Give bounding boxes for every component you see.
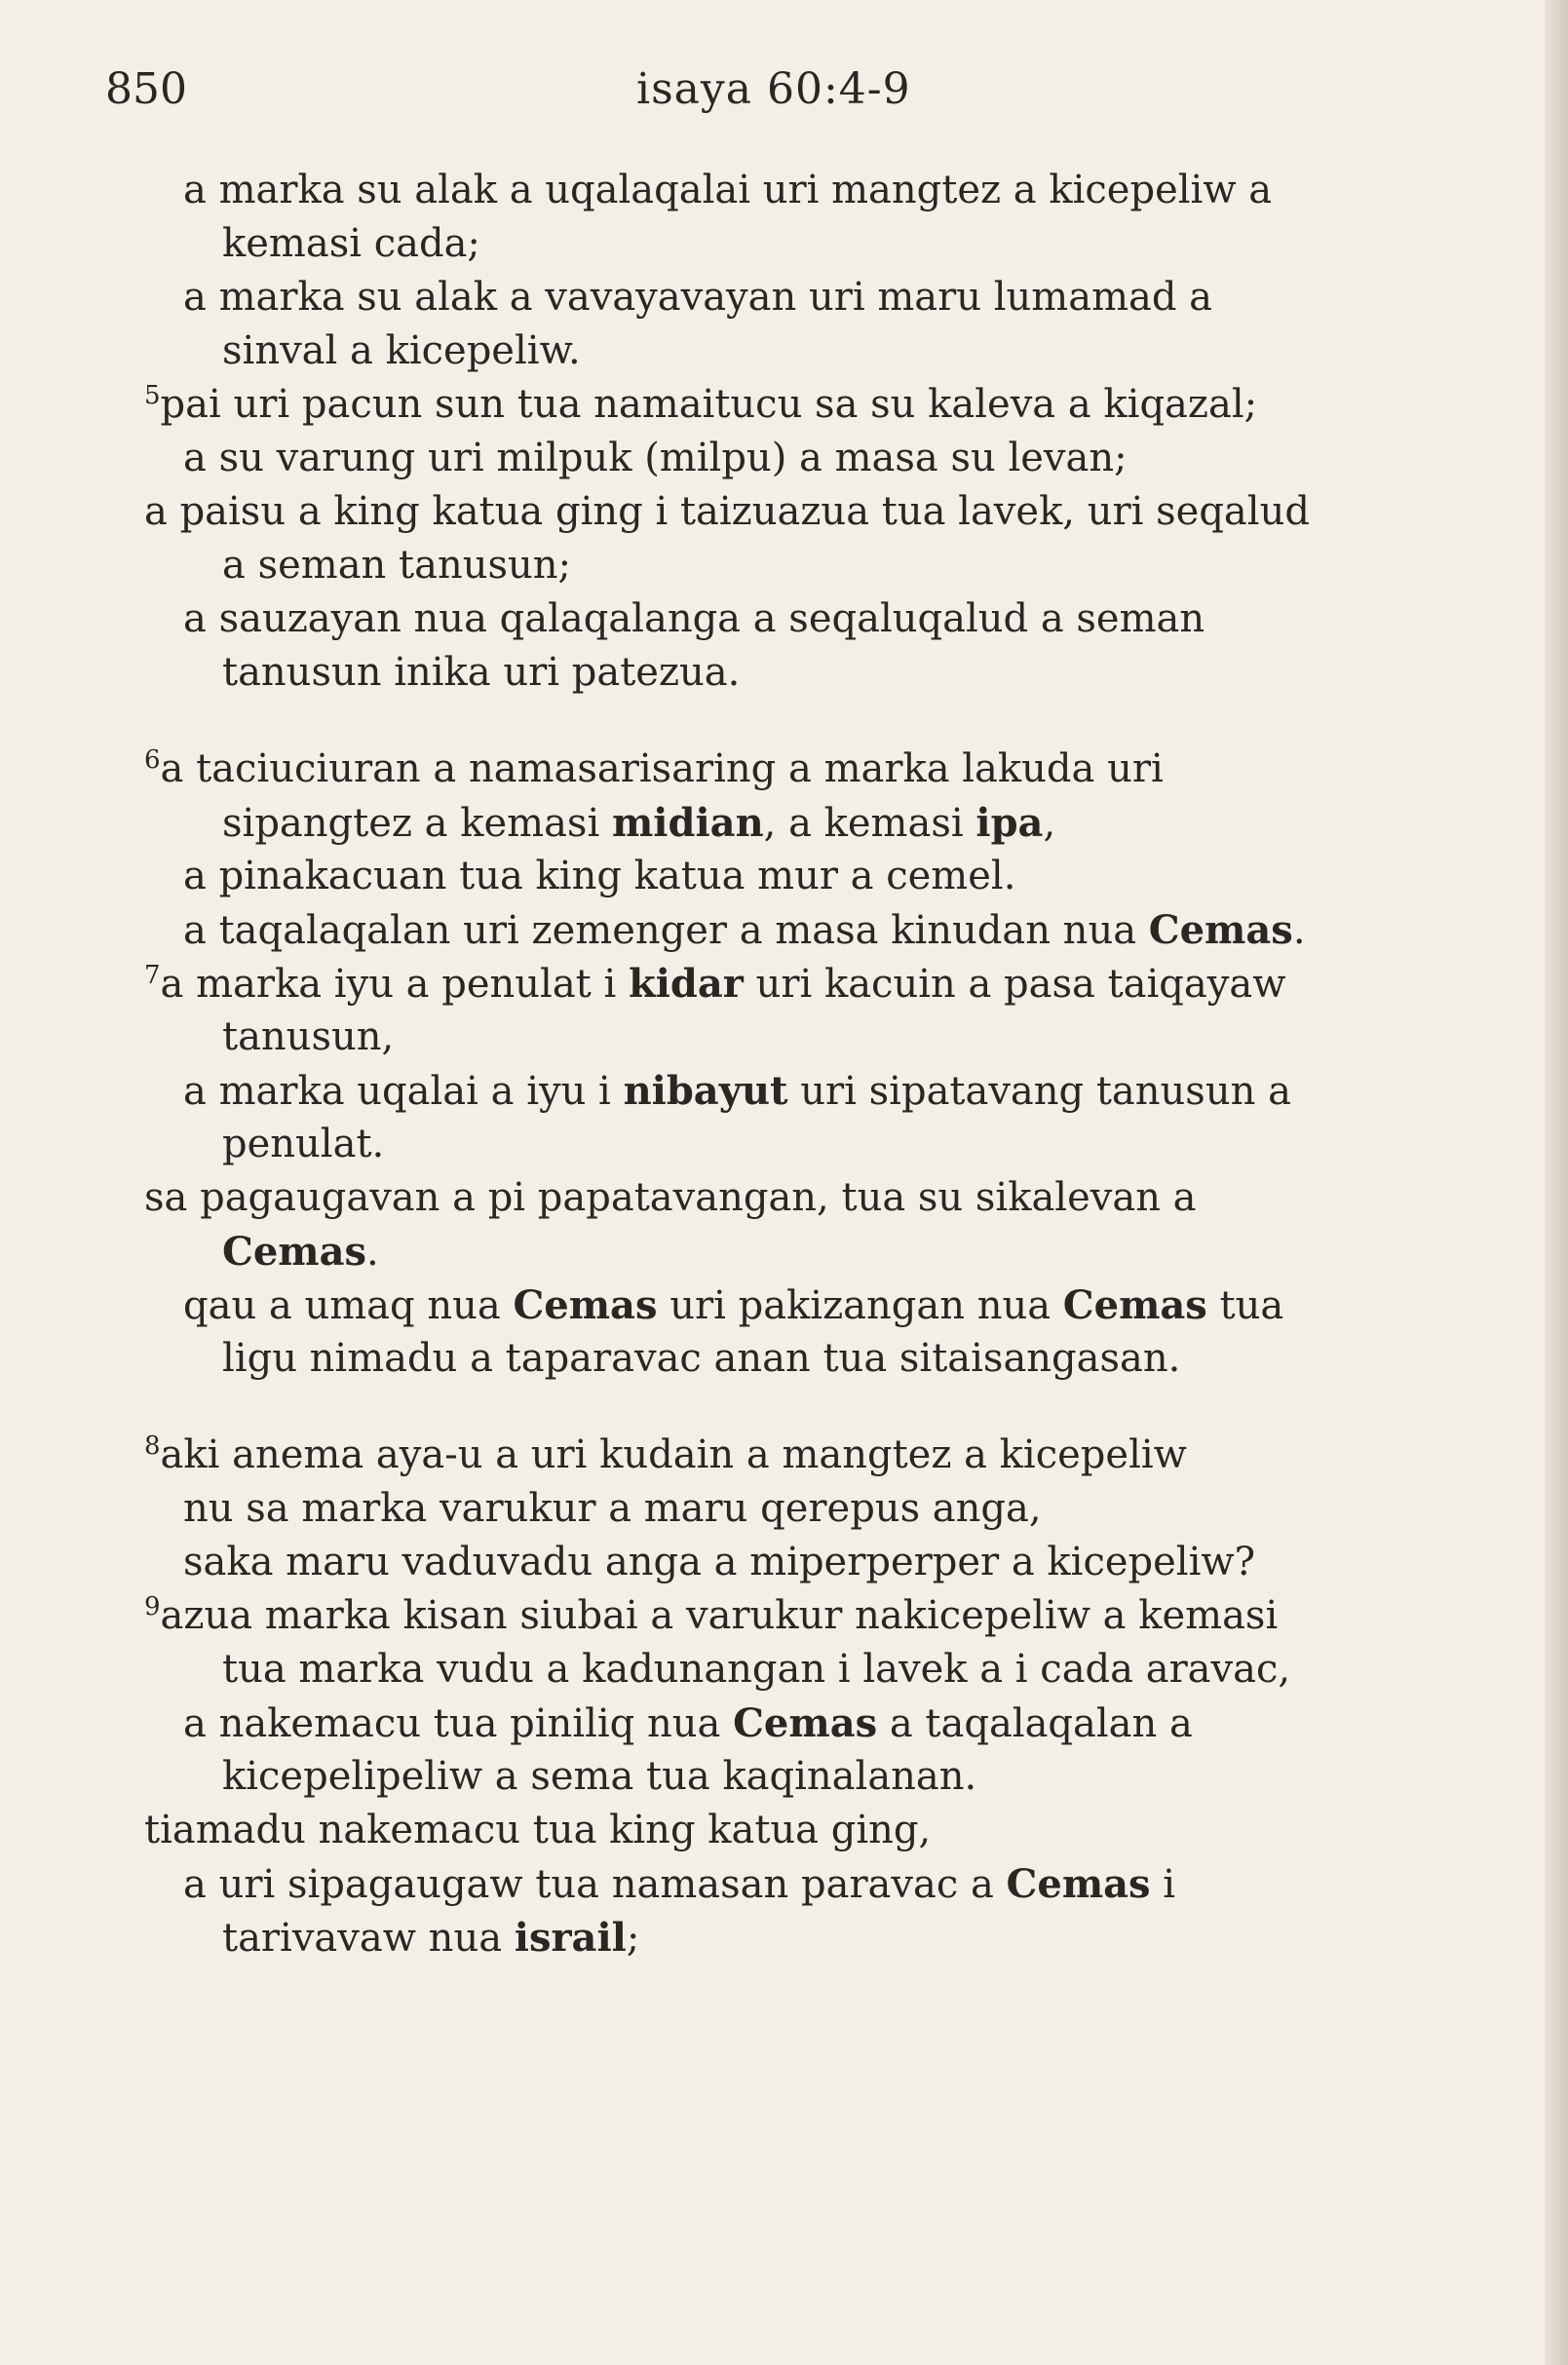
line-text: a su varung uri milpuk (milpu) a masa su levan; <box>183 436 1128 480</box>
proper-name: Cemas <box>222 1229 367 1275</box>
line-text: , <box>1043 801 1056 846</box>
proper-name: Cemas <box>513 1282 658 1328</box>
verse-line <box>0 378 1520 432</box>
running-head: isaya 60:4-9 <box>636 64 911 114</box>
scripture-text <box>0 164 1520 1964</box>
stanza-break <box>0 700 1520 743</box>
verse-number: 8 <box>144 1431 161 1461</box>
line-text: a nakemacu tua piniliq nua <box>183 1701 734 1746</box>
line-text: tua <box>1206 1283 1284 1328</box>
verse-number: 7 <box>144 961 161 990</box>
proper-name: midian <box>611 800 764 846</box>
page-header <box>105 60 1489 119</box>
line-text: saka maru vaduvadu anga a miperperper a kicepeliw? <box>183 1540 1256 1584</box>
line-text: . <box>366 1230 379 1275</box>
line-text: a taciuciuran a namasarisaring a marka lakuda uri <box>160 746 1164 791</box>
verse-number: 9 <box>144 1592 161 1621</box>
verse-line <box>0 957 1520 1011</box>
line-text: a marka su alak a vavayavayan uri maru lumamad a <box>183 275 1213 320</box>
line-text: nu sa marka varukur a maru qerepus anga, <box>183 1486 1042 1531</box>
verse-line <box>0 271 1520 324</box>
verse-line <box>0 1589 1520 1643</box>
verse-line <box>0 1171 1520 1225</box>
verse-line <box>0 592 1520 646</box>
verse-line <box>0 1225 1520 1278</box>
verse-line <box>0 903 1520 957</box>
line-text: azua marka kisan siubai a varukur nakicepeliw a kemasi <box>160 1593 1279 1638</box>
line-text: qau a umaq nua <box>183 1283 514 1328</box>
verse-line <box>0 646 1520 700</box>
proper-name: nibayut <box>623 1068 788 1114</box>
proper-name: kidar <box>628 961 744 1007</box>
line-text: a marka iyu a penulat i <box>160 962 629 1007</box>
proper-name: Cemas <box>733 1700 878 1746</box>
verse-line <box>0 796 1520 850</box>
line-text: sinval a kicepeliw. <box>222 328 581 373</box>
proper-name: Cemas <box>1062 1282 1207 1328</box>
line-text: tarivavaw nua <box>222 1916 515 1961</box>
verse-line <box>0 164 1520 217</box>
verse-line <box>0 1857 1520 1911</box>
line-text: a uri sipagaugaw tua namasan paravac a <box>183 1862 1007 1907</box>
line-text: tiamadu nakemacu tua king katua ging, <box>144 1808 932 1852</box>
verse-line <box>0 1332 1520 1386</box>
verse-line <box>0 1429 1520 1482</box>
verse-line <box>0 1804 1520 1857</box>
verse-line <box>0 1011 1520 1064</box>
verse-line <box>0 1482 1520 1536</box>
verse-line <box>0 1750 1520 1804</box>
verse-line <box>0 743 1520 796</box>
line-text: tanusun inika uri patezua. <box>222 650 741 695</box>
line-text: a marka uqalai a iyu i <box>183 1069 624 1114</box>
verse-line <box>0 539 1520 592</box>
line-text: ligu nimadu a taparavac anan tua sitaisangasan. <box>222 1336 1181 1381</box>
proper-name: Cemas <box>1006 1861 1151 1907</box>
line-text: ; <box>626 1916 640 1961</box>
proper-name: israil <box>514 1915 627 1961</box>
line-text: kemasi cada; <box>222 221 480 266</box>
line-text: uri kacuin a pasa taiqayaw <box>743 962 1286 1007</box>
verse-line <box>0 1536 1520 1589</box>
line-text: a marka su alak a uqalaqalai uri mangtez a kicepeliw a <box>183 168 1273 212</box>
verse-number: 5 <box>144 381 161 410</box>
line-text: a pinakacuan tua king katua mur a cemel. <box>183 854 1016 898</box>
line-text: a taqalaqalan a <box>877 1701 1193 1746</box>
line-text: sa pagaugavan a pi papatavangan, tua su sikalevan a <box>144 1175 1197 1220</box>
line-text: a taqalaqalan uri zemenger a masa kinudan nua <box>183 908 1149 953</box>
line-text: kicepelipeliw a sema tua kaqinalanan. <box>222 1754 977 1799</box>
verse-line <box>0 1118 1520 1171</box>
line-text: a sauzayan nua qalaqalanga a seqaluqalud a seman <box>183 596 1205 641</box>
stanza-break <box>0 1386 1520 1429</box>
line-text: . <box>1292 908 1306 953</box>
line-text: tanusun, <box>222 1014 395 1059</box>
verse-line <box>0 1064 1520 1118</box>
proper-name: Cemas <box>1148 907 1293 953</box>
verse-line <box>0 850 1520 903</box>
line-text: uri pakizangan nua <box>657 1283 1063 1328</box>
line-text: pai uri pacun sun tua namaitucu sa su kaleva a kiqazal; <box>160 382 1258 427</box>
verse-number: 6 <box>144 745 161 775</box>
verse-line <box>0 217 1520 271</box>
proper-name: ipa <box>975 800 1044 846</box>
line-text: a paisu a king katua ging i taizuazua tua lavek, uri seqalud <box>144 489 1310 534</box>
line-text: uri sipatavang tanusun a <box>787 1069 1291 1114</box>
verse-line <box>0 1697 1520 1750</box>
verse-line <box>0 485 1520 539</box>
page-number: 850 <box>105 64 187 114</box>
line-text: tua marka vudu a kadunangan i lavek a i cada aravac, <box>222 1647 1291 1692</box>
verse-line <box>0 1643 1520 1697</box>
page-edge <box>1545 0 1568 2365</box>
line-text: aki anema aya-u a uri kudain a mangtez a kicepeliw <box>160 1432 1187 1477</box>
line-text: sipangtez a kemasi <box>222 801 612 846</box>
verse-line <box>0 432 1520 485</box>
verse-line <box>0 324 1520 378</box>
line-text: a seman tanusun; <box>222 543 571 588</box>
line-text: , a kemasi <box>763 801 976 846</box>
verse-line <box>0 1911 1520 1964</box>
verse-line <box>0 1278 1520 1332</box>
line-text: penulat. <box>222 1122 385 1166</box>
line-text: i <box>1150 1862 1176 1907</box>
